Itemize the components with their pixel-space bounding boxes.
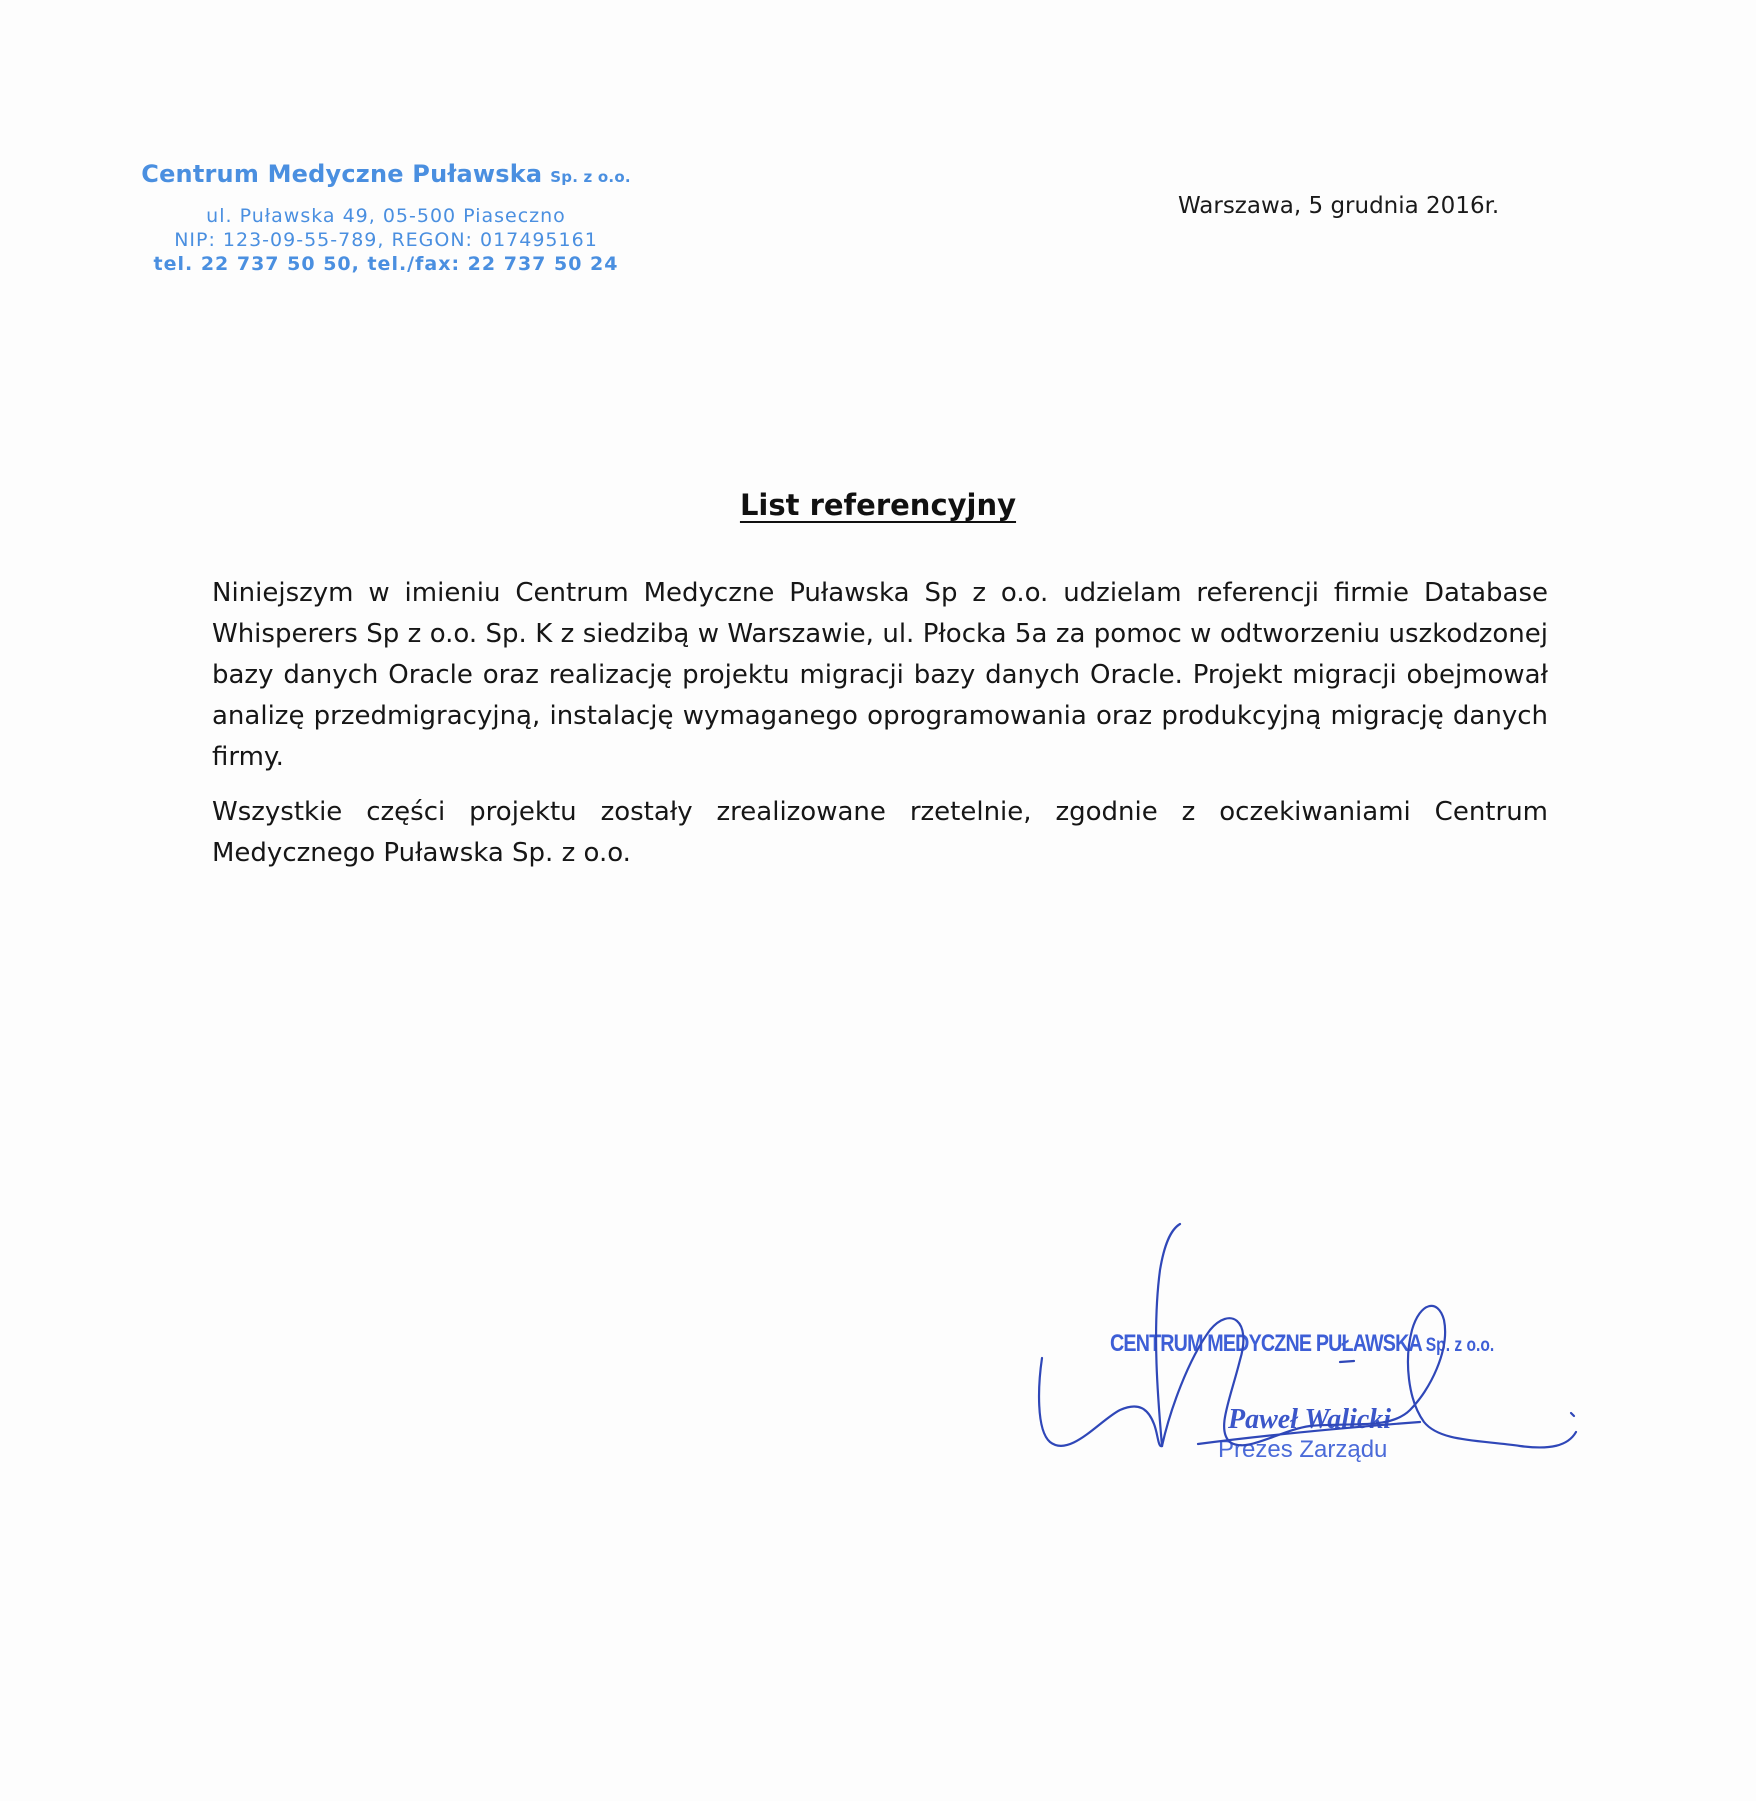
letterhead-tax-ids: NIP: 123-09-55-789, REGON: 017495161 [174,229,598,251]
letterhead [126,160,646,276]
stamp-company-suffix: Sp. z o.o. [1425,1335,1495,1356]
handwritten-signature [1020,1210,1580,1470]
letterhead-company-name [126,160,646,188]
stamp-person-role: Prezes Zarządu [1218,1436,1388,1463]
letterhead-phones: tel. 22 737 50 50, tel./fax: 22 737 50 24 [153,253,619,275]
letterhead-company-name-text: Centrum Medyczne Puławska [141,160,543,188]
letterhead-address: ul. Puławska 49, 05-500 Piaseczno [206,205,566,227]
letter-date: Warszawa, 5 grudnia 2016r. [1178,193,1500,219]
letter-title-text: List referencyjny [739,488,1017,522]
letterhead-company-suffix: Sp. z o.o. [550,168,631,186]
letter-body [212,573,1548,888]
letter-title [0,488,1756,522]
body-paragraph-2: Wszystkie części projektu zostały zrealizowane rzetelnie, zgodnie z oczekiwaniami Centrum Medycznego Puławska Sp. z o.o. [212,797,1548,868]
stamp-person-name: Paweł Walicki [1228,1404,1392,1435]
body-paragraph-1: Niniejszym w imieniu Centrum Medyczne Puławska Sp z o.o. udzielam referencji firmie Database Whisperers Sp z o.o. Sp. K z siedzibą w Warszawie, ul. Płocka 5a za pomoc w odtworzeniu uszkodzonej bazy danych Oracle oraz realizację projektu migracji bazy danych Oracle. Projekt migracji obejmował analizę przedmigracyjną, instalację wymaganego oprogramowania oraz produkcyjną migrację danych firmy. [212,578,1548,772]
stamp-company-text: CENTRUM MEDYCZNE PUŁAWSKA [1110,1330,1422,1357]
